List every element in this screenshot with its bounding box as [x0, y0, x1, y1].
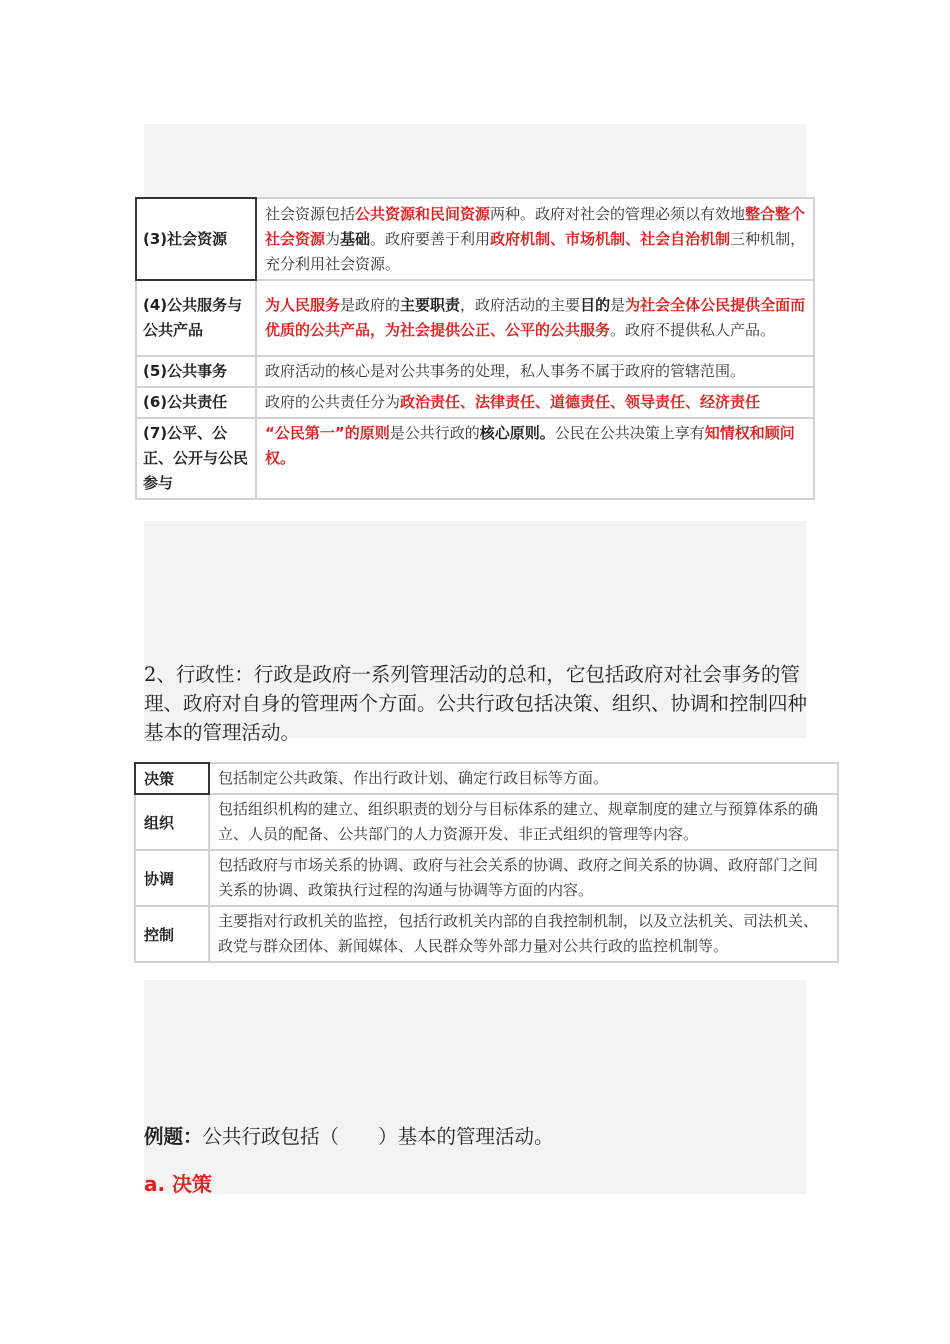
table-row [135, 794, 838, 850]
table-row [135, 763, 838, 794]
row-header-organization: 组织 [135, 794, 209, 850]
table-row [136, 387, 814, 418]
table-row [135, 906, 838, 962]
table-row [136, 418, 814, 499]
row-content-organization: 包括组织机构的建立、组织职责的划分与目标体系的建立、规章制度的建立与预算体系的确立、人员的配备、公共部门的人力资源开发、非正式组织的管理等内容。 [209, 794, 838, 850]
answer-option-a: a. 决策 [144, 1172, 213, 1196]
row-content-public-service: 为人民服务是政府的主要职责，政府活动的主要目的是为社会全体公民提供全面而优质的公共产品，为社会提供公正、公平的公共服务。政府不提供私人产品。 [256, 280, 814, 356]
row-header-decision: 决策 [135, 763, 209, 794]
management-activities-table [134, 762, 839, 963]
table-row [136, 198, 814, 280]
row-content-control: 主要指对行政机关的监控，包括行政机关内部的自我控制机制，以及立法机关、司法机关、政党与群众团体、新闻媒体、人民群众等外部力量对公共行政的监控机制等。 [209, 906, 838, 962]
row-content-social-resources: 社会资源包括公共资源和民间资源两种。政府对社会的管理必须以有效地整合整个社会资源为基础。政府要善于利用政府机制、市场机制、社会自治机制三种机制，充分利用社会资源。 [256, 198, 814, 280]
row-content-citizen-participation: “公民第一”的原则是公共行政的核心原则。公民在公共决策上享有知情权和顾问权。 [256, 418, 814, 499]
grey-panel-top [144, 124, 806, 198]
row-header-social-resources: (3)社会资源 [136, 198, 256, 280]
row-content-public-responsibility: 政府的公共责任分为政治责任、法律责任、道德责任、领导责任、经济责任 [256, 387, 814, 418]
table-row [135, 850, 838, 906]
table-row [136, 356, 814, 387]
administrative-nature-paragraph: 2、行政性：行政是政府一系列管理活动的总和，它包括政府对社会事务的管理、政府对自身的管理两个方面。公共行政包括决策、组织、协调和控制四种基本的管理活动。 [144, 663, 808, 744]
example-question-text: 公共行政包括（ ）基本的管理活动。 [202, 1125, 554, 1148]
row-header-public-responsibility: (6)公共责任 [136, 387, 256, 418]
table-row [136, 280, 814, 356]
row-content-coordination: 包括政府与市场关系的协调、政府与社会关系的协调、政府之间关系的协调、政府部门之间关系的协调、政策执行过程的沟通与协调等方面的内容。 [209, 850, 838, 906]
row-header-coordination: 协调 [135, 850, 209, 906]
grey-panel-bottom [144, 980, 806, 1194]
example-label: 例题： [144, 1125, 203, 1148]
government-elements-table [135, 197, 815, 500]
row-content-public-affairs: 政府活动的核心是对公共事务的处理，私人事务不属于政府的管辖范围。 [256, 356, 814, 387]
example-question [144, 1121, 554, 1149]
row-header-citizen-participation: (7)公平、公正、公开与公民参与 [136, 418, 256, 499]
row-content-decision: 包括制定公共政策、作出行政计划、确定行政目标等方面。 [209, 763, 838, 794]
row-header-public-affairs: (5)公共事务 [136, 356, 256, 387]
row-header-control: 控制 [135, 906, 209, 962]
row-header-public-service: (4)公共服务与公共产品 [136, 280, 256, 356]
